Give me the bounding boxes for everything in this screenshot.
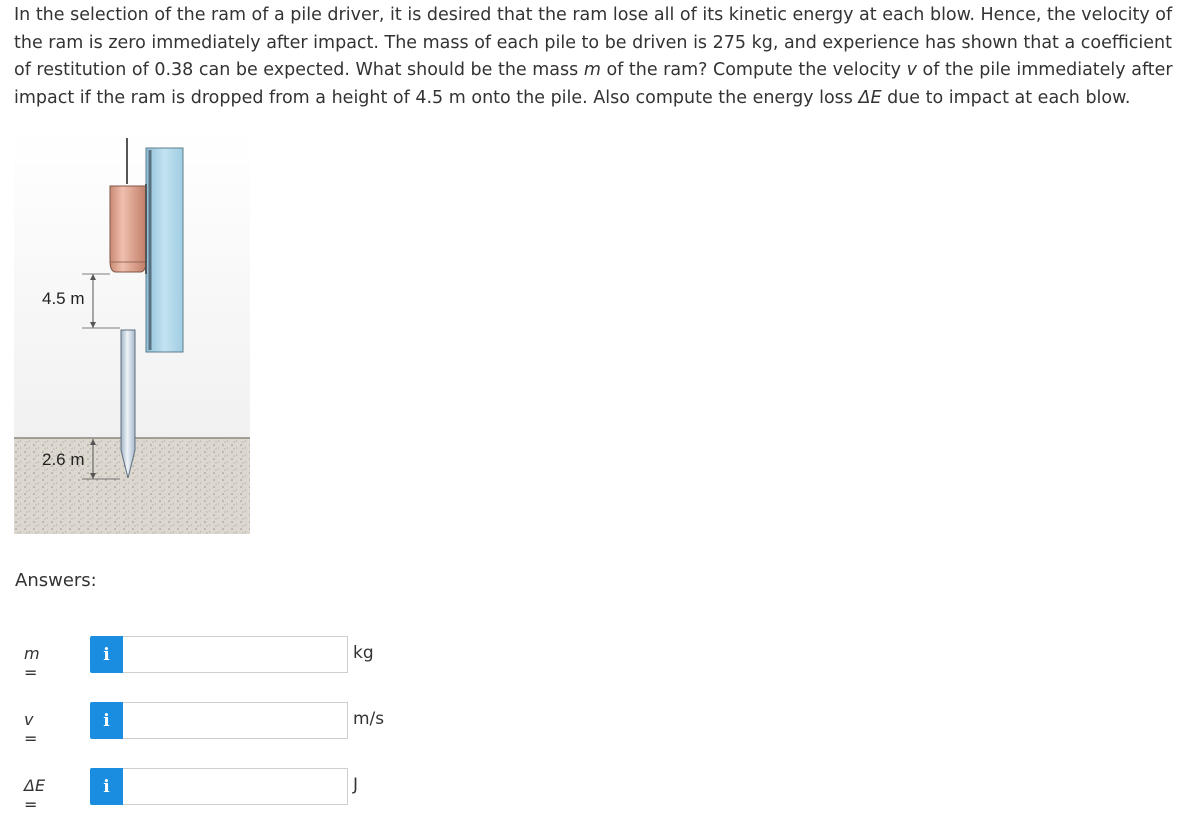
pile [121, 330, 135, 478]
info-icon[interactable]: i [90, 702, 123, 739]
var-delta-e: ΔE [858, 87, 882, 108]
problem-text-1: In the selection of the ram of a pile driver, it is desired that the ram lose all of its kinetic energy at each blow. Hence, the velocity of the ram is zero immediately after impact. The mass of each pile to be driven is 275 kg, and experience has shown that a coefficient of restitution of 0.38 can be expected. What should be the mass [14, 5, 1173, 80]
problem-text-3: of the pile immediately after impact if the ram is dropped from a height of 4.5 m onto the pile. Also compute the energy loss [14, 60, 1173, 108]
depth-label: 2.6 m [42, 450, 85, 469]
answers-heading: Answers: [15, 570, 97, 591]
var-m: m [583, 60, 601, 80]
problem-statement [14, 2, 1174, 112]
velocity-answer-input[interactable] [123, 702, 348, 739]
unit-m-per-s: m/s [353, 709, 385, 729]
unit-joules: J [353, 775, 359, 795]
answer-label-velocity [24, 710, 37, 748]
answer-label-mass [24, 644, 40, 682]
unit-kg: kg [353, 643, 374, 663]
answer-label-energy-loss-text: ΔE = [24, 776, 46, 814]
problem-text-2: of the ram? Compute the velocity [600, 60, 907, 80]
var-v: v [906, 60, 917, 80]
pile-driver-figure [14, 128, 250, 534]
answer-label-mass-text: m = [24, 644, 40, 682]
mass-answer-input[interactable] [123, 636, 348, 673]
info-icon[interactable]: i [90, 636, 123, 673]
ram [110, 186, 146, 272]
problem-text-4: due to impact at each blow. [881, 87, 1131, 108]
height-label: 4.5 m [42, 289, 85, 308]
guide-rail [146, 148, 183, 352]
answer-label-energy-loss [24, 776, 45, 814]
energy-loss-answer-input[interactable] [123, 768, 348, 805]
answer-label-velocity-text: v = [24, 710, 38, 748]
info-icon[interactable]: i [90, 768, 123, 805]
